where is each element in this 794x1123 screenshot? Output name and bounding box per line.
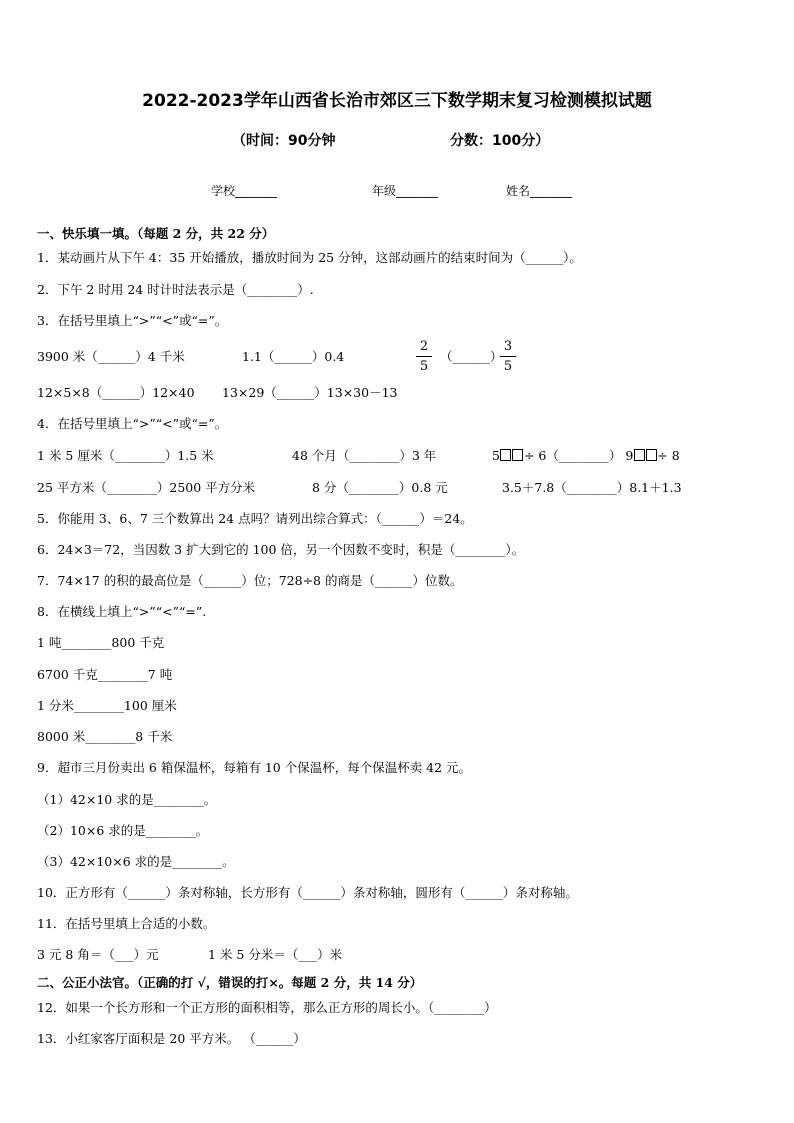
- question-9: 9．超市三月份卖出 6 箱保温杯，每箱有 10 个保温杯，每个保温杯卖 42 元。: [37, 760, 472, 775]
- grade-field: 年级_______: [372, 184, 439, 198]
- digit-text: 5: [492, 448, 500, 463]
- blank-box: [512, 449, 523, 461]
- section-1-heading: 一、快乐填一填。（每题 2 分，共 22 分）: [37, 226, 275, 241]
- fraction-three-fifths: [500, 338, 516, 375]
- question-11-item-1: 3 元 8 角＝（___）元: [37, 947, 159, 962]
- question-8: 8．在横线上填上“>”“<”“=”.: [37, 604, 207, 619]
- question-9-item-3: （3）42×10×6 求的是________。: [37, 854, 235, 869]
- fraction-numerator: 3: [503, 339, 513, 354]
- question-8-item-3: 1 分米________100 厘米: [37, 698, 177, 713]
- question-11: 11．在括号里填上合适的小数。: [37, 916, 216, 931]
- question-3-item-1: 3900 米（______）4 千米: [37, 349, 185, 364]
- question-3-item-3-blank: （______）: [440, 349, 503, 364]
- question-9-item-2: （2）10×6 求的是________。: [37, 823, 209, 838]
- question-12: 12．如果一个长方形和一个正方形的面积相等，那么正方形的周长小。（________）: [37, 1000, 497, 1015]
- blank-box: [634, 449, 645, 461]
- compare-text: ÷ 6（________） 9: [523, 448, 634, 463]
- fraction-two-fifths: [416, 338, 432, 375]
- question-10: 10．正方形有（______）条对称轴，长方形有（______）条对称轴，圆形有（______）条对称轴。: [37, 885, 578, 900]
- question-4-item-1: 1 米 5 厘米（________）1.5 米: [37, 448, 214, 463]
- question-3-item-5: 13×29（______）13×30－13: [222, 385, 398, 400]
- question-3-item-4: 12×5×8（______）12×40: [37, 385, 195, 400]
- name-field: 姓名_______: [506, 184, 573, 198]
- question-1: 1．某动画片从下午 4：35 开始播放，播放时间为 25 分钟，这部动画片的结束时间为（______）。: [37, 250, 582, 265]
- question-2: 2．下午 2 时用 24 时计时法表示是（________）.: [37, 282, 314, 297]
- question-13: 13．小红家客厅面积是 20 平方米。 （______）: [37, 1031, 306, 1046]
- question-8-item-2: 6700 千克________7 吨: [37, 667, 173, 682]
- school-field: 学校_______: [211, 184, 278, 198]
- exam-score: 分数：100分）: [450, 133, 550, 149]
- blank-box: [646, 449, 657, 461]
- question-4-item-6: 3.5＋7.8（________）8.1＋1.3: [502, 480, 682, 495]
- question-3-item-2: 1.1（______）0.4: [242, 349, 345, 364]
- divisor-text: ÷ 8: [657, 448, 680, 463]
- fraction-denominator: 5: [419, 359, 429, 374]
- question-8-item-4: 8000 米________8 千米: [37, 729, 173, 744]
- question-11-item-2: 1 米 5 分米＝（___）米: [208, 947, 343, 962]
- exam-time: （时间：90分钟: [232, 133, 336, 149]
- fraction-bar: [500, 356, 516, 357]
- question-4-item-2: 48 个月（________）3 年: [292, 448, 437, 463]
- blank-box: [500, 449, 511, 461]
- question-6: 6．24×3＝72，当因数 3 扩大到它的 100 倍，另一个因数不变时，积是（________）。: [37, 542, 525, 557]
- page-title: 2022-2023学年山西省长治市郊区三下数学期末复习检测模拟试题: [142, 91, 652, 111]
- fraction-bar: [416, 356, 432, 357]
- question-7: 7．74×17 的积的最高位是（______）位；728÷8 的商是（______）位数。: [37, 573, 463, 588]
- fraction-denominator: 5: [503, 359, 513, 374]
- question-5: 5．你能用 3、6、7 三个数算出 24 点吗？请列出综合算式：（______）＝24。: [37, 511, 473, 526]
- question-4-item-5: 8 分（________）0.8 元: [312, 480, 448, 495]
- question-3: 3．在括号里填上“>”“<”或“=”。: [37, 313, 228, 328]
- question-4-item-3: [492, 448, 680, 464]
- question-9-item-1: （1）42×10 求的是________。: [37, 792, 217, 807]
- section-2-heading: 二、公正小法官。（正确的打 √，错误的打×。每题 2 分，共 14 分）: [37, 975, 423, 990]
- fraction-numerator: 2: [419, 339, 429, 354]
- question-8-item-1: 1 吨________800 千克: [37, 635, 165, 650]
- question-4-item-4: 25 平方米（________）2500 平方分米: [37, 480, 256, 495]
- question-4: 4．在括号里填上“>”“<”或“=”。: [37, 416, 228, 431]
